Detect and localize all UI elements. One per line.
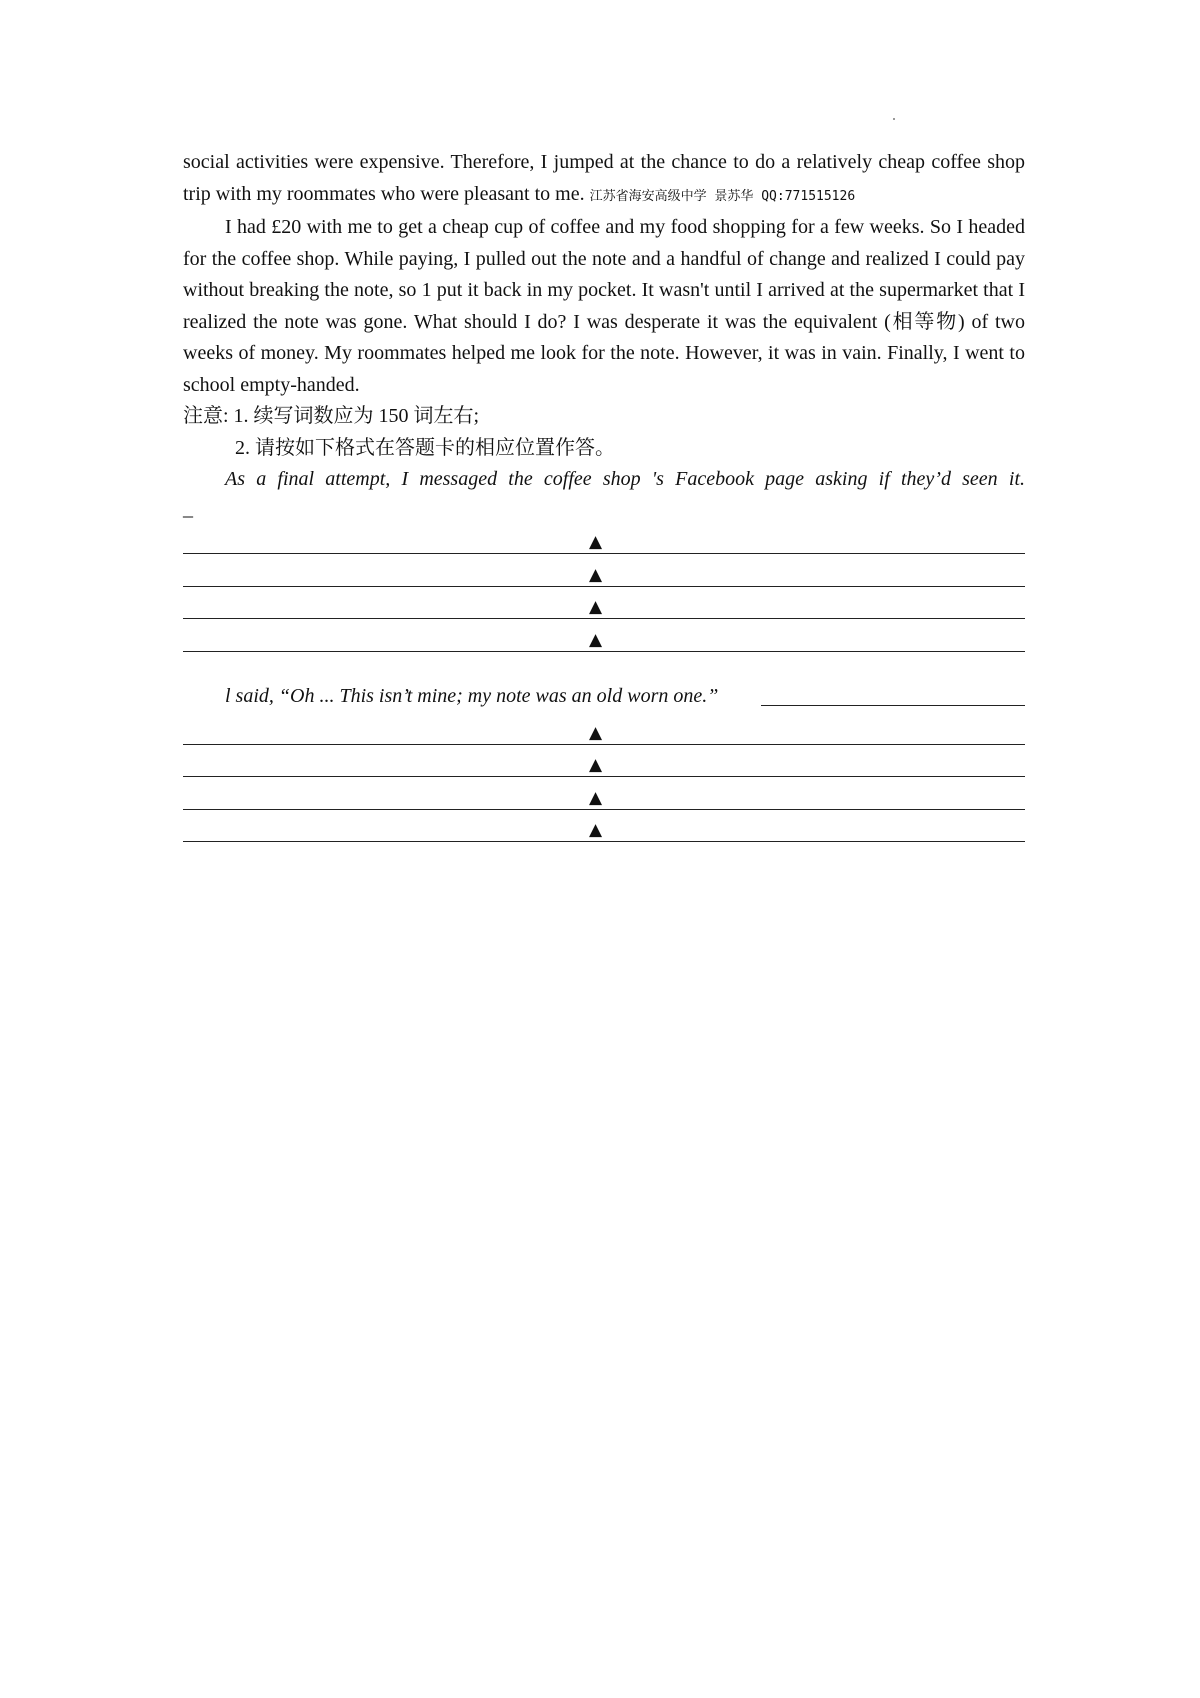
triangle-marker-icon: ▲	[589, 629, 603, 650]
answer-block-1	[183, 522, 1025, 652]
triangle-marker-icon: ▲	[589, 722, 603, 743]
answer-line[interactable]	[183, 619, 1025, 652]
prompt-2-text: l said, “Oh ... This isn’t mine; my note was an old worn one.”	[225, 684, 719, 707]
answer-line[interactable]	[183, 587, 1025, 620]
triangle-marker-icon: ▲	[589, 532, 603, 552]
note-line-2: 2. 请按如下格式在答题卡的相应位置作答。	[235, 436, 615, 459]
triangle-marker-icon: ▲	[589, 787, 603, 808]
document-content	[183, 147, 1025, 842]
page-corner-mark	[893, 118, 895, 120]
answer-line[interactable]	[183, 522, 1025, 555]
continuation-prompt-1: As a final attempt, I messaged the coffee shop 's Facebook page asking if they’d seen it.	[225, 468, 1025, 490]
triangle-marker-icon: ▲	[589, 597, 603, 617]
answer-line[interactable]	[183, 777, 1025, 810]
prompt-2-fill-line[interactable]	[761, 705, 1025, 706]
answer-line[interactable]	[183, 712, 1025, 745]
answer-line[interactable]	[183, 554, 1025, 587]
continuation-prompt-2	[183, 681, 1025, 713]
paragraph-1-text: social activities were expensive. Therefore, I jumped at the chance to do a relatively cheap coffee shop trip with my roommates who were pleasant to me.	[183, 151, 1025, 205]
triangle-marker-icon: ▲	[589, 755, 603, 775]
answer-block-2	[183, 712, 1025, 842]
section-gap	[183, 652, 1025, 681]
note-line-1: 注意: 1. 续写词数应为 150 词左右;	[183, 405, 480, 427]
passage-paragraph-2: I had £20 with me to get a cheap cup of coffee and my food shopping for a few weeks. So I headed for the coffee shop. While paying, I pulled out the note and a handful of change and realized I could pay without breaking the note, so 1 put it back in my pocket. It wasn't until I arrived at the supermarket that I realized the note was gone. What should I do? I was desperate it was the equivalent (相等物) of two weeks of money. My roommates helped me look for the note. However, it was in vain. Finally, I went to school empty-handed.	[183, 216, 1025, 396]
triangle-marker-icon: ▲	[589, 564, 603, 585]
triangle-marker-icon: ▲	[589, 820, 603, 840]
answer-line[interactable]	[183, 810, 1025, 843]
instructions-notes	[183, 401, 1025, 464]
author-watermark: 江苏省海安高级中学 景苏华 QQ:771515126	[589, 188, 856, 204]
passage-paragraph-1	[183, 147, 1025, 212]
prompt-1-trailing-dash: _	[183, 497, 193, 520]
answer-line[interactable]	[183, 745, 1025, 778]
